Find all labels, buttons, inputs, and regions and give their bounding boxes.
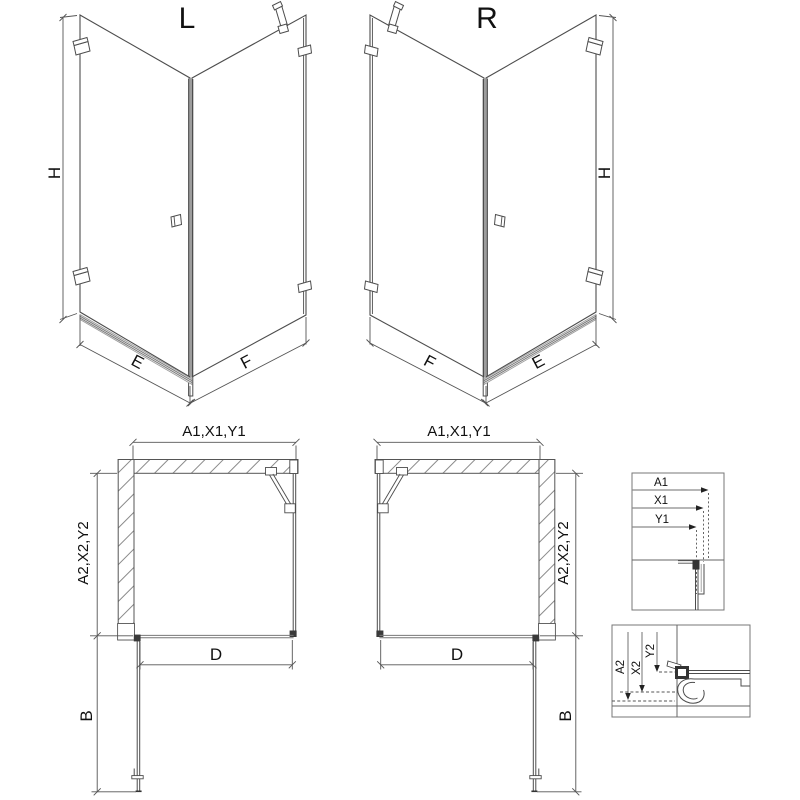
plan-view-right-version <box>330 420 615 800</box>
detail-label-a1: A1 <box>653 477 669 489</box>
iso-geometry-mirrored <box>365 2 617 407</box>
dim-label-bottom-left: E <box>128 350 148 373</box>
iso-view-left-version <box>30 0 340 415</box>
detail-box-horizontal-measures <box>625 465 730 617</box>
version-title: R <box>476 2 498 35</box>
detail-label-y1: Y1 <box>654 514 670 526</box>
plan-view-left-version <box>60 420 325 800</box>
detail-label-a2: A2 <box>615 659 627 675</box>
walls-hatched <box>118 460 298 641</box>
dim-label-depth: A2,X2,Y2 <box>555 521 572 585</box>
dim-label-opening: D <box>450 645 464 664</box>
detail-border <box>632 473 724 610</box>
version-title: L <box>178 2 196 35</box>
detail-label-x2: X2 <box>631 660 643 676</box>
dim-label-height: H <box>45 166 64 180</box>
dim-label-height: H <box>595 166 614 180</box>
detail-label-x1: X1 <box>653 495 669 507</box>
dim-label-bottom-right: E <box>528 350 548 373</box>
dim-label-width: A1,X1,Y1 <box>182 423 246 440</box>
iso-geometry <box>60 2 312 407</box>
iso-view-right-version <box>340 0 646 415</box>
dim-label-width: A1,X1,Y1 <box>427 423 491 440</box>
dim-label-bottom-left: F <box>420 351 439 373</box>
walls-hatched <box>375 460 555 641</box>
detail-label-y2: Y2 <box>645 643 657 659</box>
dim-label-bottom-right: F <box>237 351 256 373</box>
dim-label-opening: D <box>209 645 223 664</box>
dim-label-depth: A2,X2,Y2 <box>75 521 92 585</box>
dim-label-door: B <box>77 710 96 722</box>
detail-box-vertical-measures <box>607 620 757 723</box>
dim-label-door: B <box>556 710 575 722</box>
